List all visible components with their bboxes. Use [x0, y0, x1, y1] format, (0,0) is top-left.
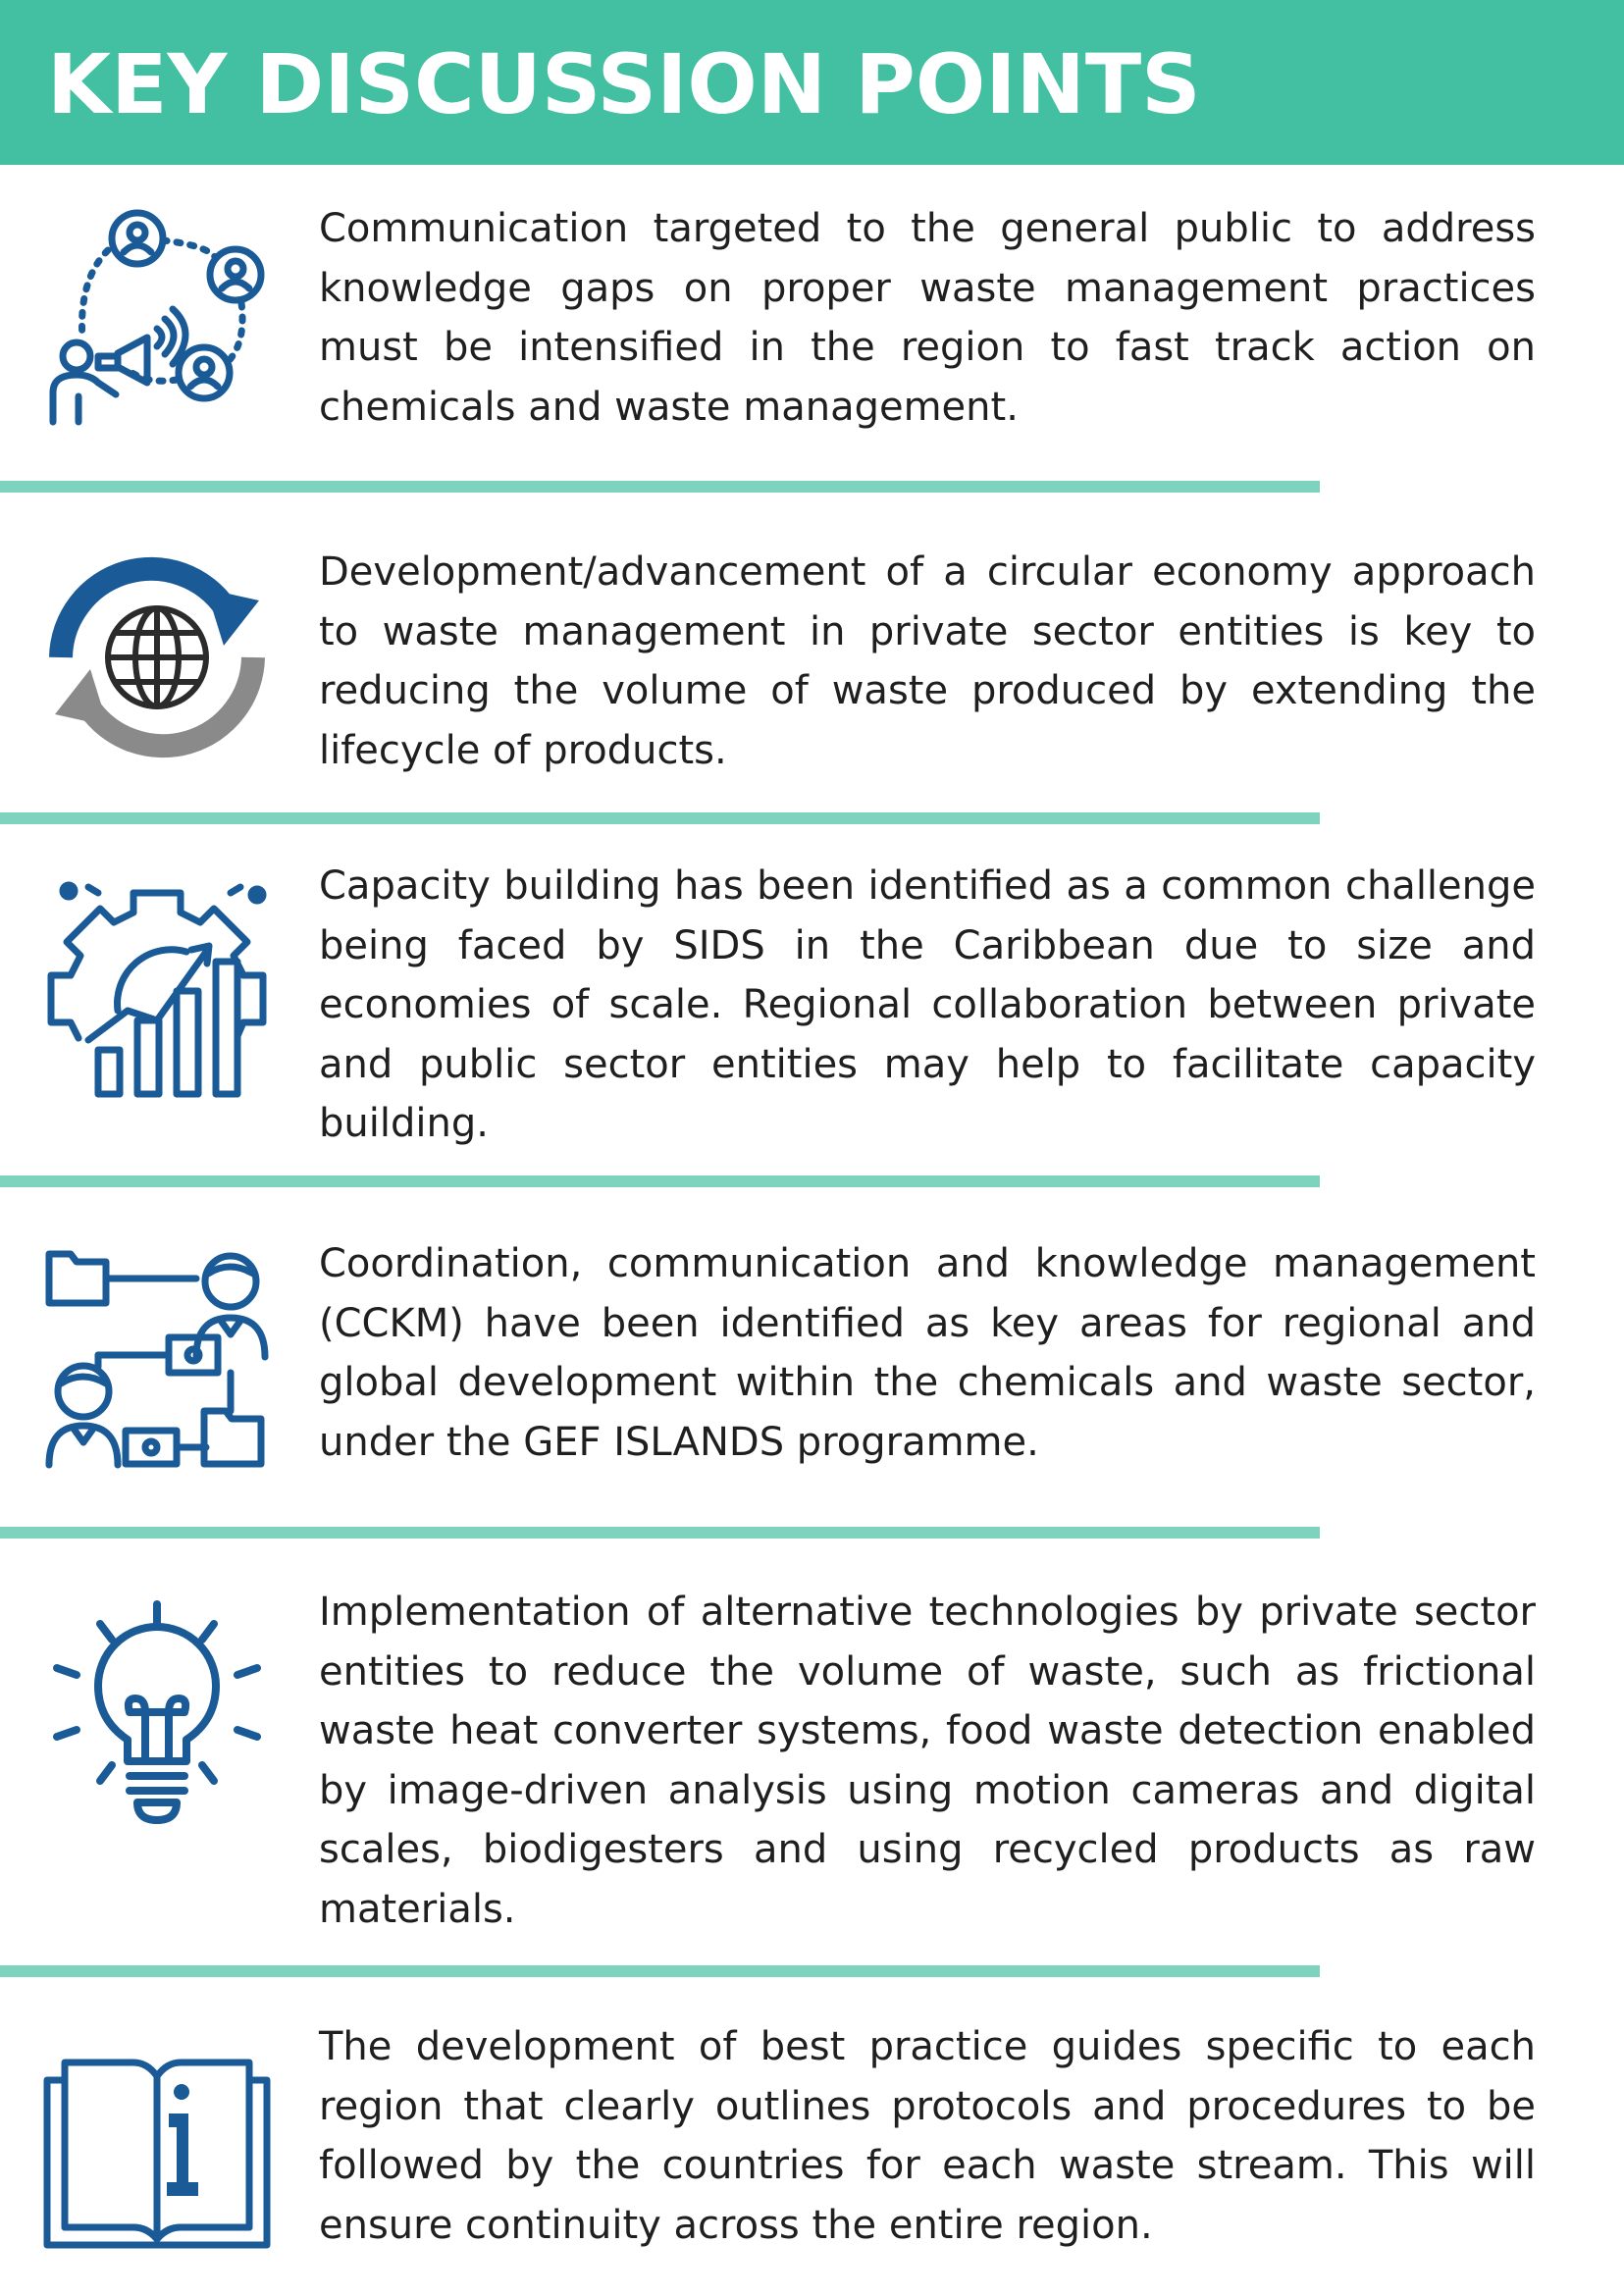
circular-economy-globe-icon	[39, 540, 275, 775]
lightbulb-icon	[39, 1594, 275, 1830]
page-header	[0, 0, 1624, 165]
communication-network-icon	[39, 191, 275, 427]
point-text: Communication targeted to the general public to address knowledge gaps on proper waste management practices must be intensified in the region to fast track action on chemicals and waste management.	[319, 206, 1536, 430]
capacity-growth-gear-icon	[39, 873, 275, 1109]
point-text: The development of best practice guides specific to each region that clearly outlines protocols and procedures to be followed by the countries for each waste stream. This will ensure continuity across the entire region.	[319, 2024, 1536, 2248]
info-book-icon	[39, 2033, 275, 2269]
knowledge-management-icon	[39, 1234, 275, 1470]
section-divider	[0, 812, 1320, 824]
section-divider	[0, 1175, 1320, 1187]
point-text: Implementation of alternative technologies by private sector entities to reduce the volume of waste, such as frictional waste heat converter systems, food waste detection enabled by image-driven analysis using motion cameras and digital scales, biodigesters and using recycled products as raw materials.	[319, 1590, 1536, 1932]
section-divider	[0, 1965, 1320, 1977]
page-title: KEY DISCUSSION POINTS	[47, 36, 1201, 132]
section-divider	[0, 481, 1320, 493]
point-text: Capacity building has been identified as a common challenge being faced by SIDS in the Caribbean due to size and economies of scale. Regional collaboration between private and public sector entities may help to facilitate capacity building.	[319, 863, 1536, 1146]
point-text: Development/advancement of a circular economy approach to waste management in private sector entities is key to reducing the volume of waste produced by extending the lifecycle of products.	[319, 549, 1536, 773]
point-text: Coordination, communication and knowledge management (CCKM) have been identified as key areas for regional and global development within the chemicals and waste sector, under the GEF ISLANDS programme.	[319, 1241, 1536, 1465]
section-divider	[0, 1527, 1320, 1539]
